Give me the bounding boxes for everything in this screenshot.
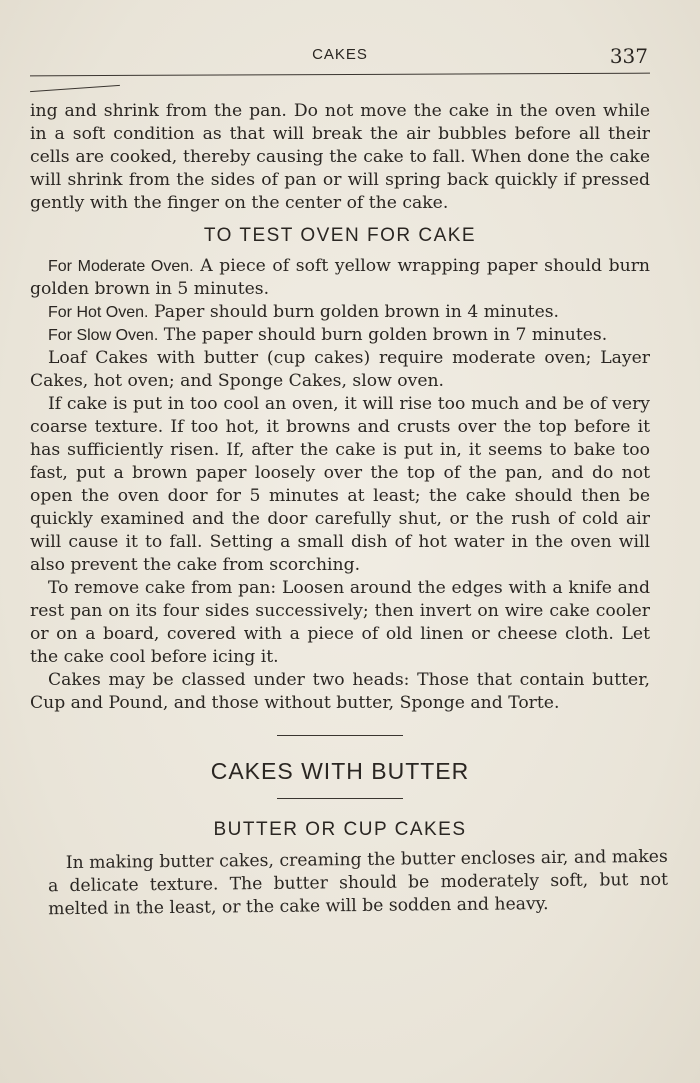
oven-temperature-paragraph: If cake is put in too cool an oven, it will rise too much and be of very coarse texture. If too hot, it browns and crusts over the top before it has sufficiently risen. If, after the cake is put in, it seems to bake too fast, put a brown paper loosely over the top of the pan, and do not open the oven door for 5 minutes at least; the cake should then be quickly examined and the door carefully shut, or the rush of cold air will cause it to fall. Setting a small dish of hot water in the oven will also prevent the cake from scorching. [30,394,650,575]
moderate-oven-paragraph [30,255,650,301]
running-title: CAKES [312,46,368,63]
moderate-oven-lead: For Moderate Oven. [48,258,194,275]
loaf-cakes-paragraph: Loaf Cakes with butter (cup cakes) require moderate oven; Layer Cakes, hot oven; and Sponge Cakes, slow oven. [30,348,650,391]
page-number: 337 [609,44,648,68]
test-oven-heading: TO TEST OVEN FOR CAKE [203,225,477,246]
hot-oven-lead: For Hot Oven. [48,304,149,321]
cakes-with-butter-heading: CAKES WITH BUTTER [210,758,470,784]
slow-oven-lead: For Slow Oven. [48,327,159,344]
hot-oven-paragraph [30,301,650,324]
header-rule-stub [30,85,120,92]
butter-cakes-paragraph [30,846,669,920]
slow-oven-text: The paper should burn golden brown in 7 minutes. [158,325,608,345]
butter-cup-cakes-heading: BUTTER OR CUP CAKES [213,819,467,840]
page-body [30,100,669,920]
hot-oven-text: Paper should burn golden brown in 4 minutes. [148,302,560,322]
cake-classes-paragraph: Cakes may be classed under two heads: Those that contain butter, Cup and Pound, and those without butter, Sponge and Torte. [30,670,650,713]
page-header [30,44,650,74]
slow-oven-paragraph [30,324,650,347]
butter-cakes-text: In making butter cakes, creaming the butter encloses air, and makes a delicate texture. The butter should be moderately soft, but not melted in the least, or the cake will be sodden and heavy. [47,846,669,920]
remove-cake-paragraph: To remove cake from pan: Loosen around the edges with a knife and rest pan on its four sides successively; then invert on wire cake cooler or on a board, covered with a piece of old linen or cheese cloth. Let the cake cool before icing it. [30,578,650,667]
moderate-oven-text: A piece of soft yellow wrapping paper should burn golden brown in 5 minutes. [30,256,650,299]
intro-paragraph: ing and shrink from the pan. Do not move the cake in the oven while in a soft condition as that will break the air bubbles before all their cells are cooked, thereby causing the cake to fall. When done the cake will shrink from the sides of pan or will spring back quickly if pressed gently with the finger on the center of the cake. [30,101,650,213]
